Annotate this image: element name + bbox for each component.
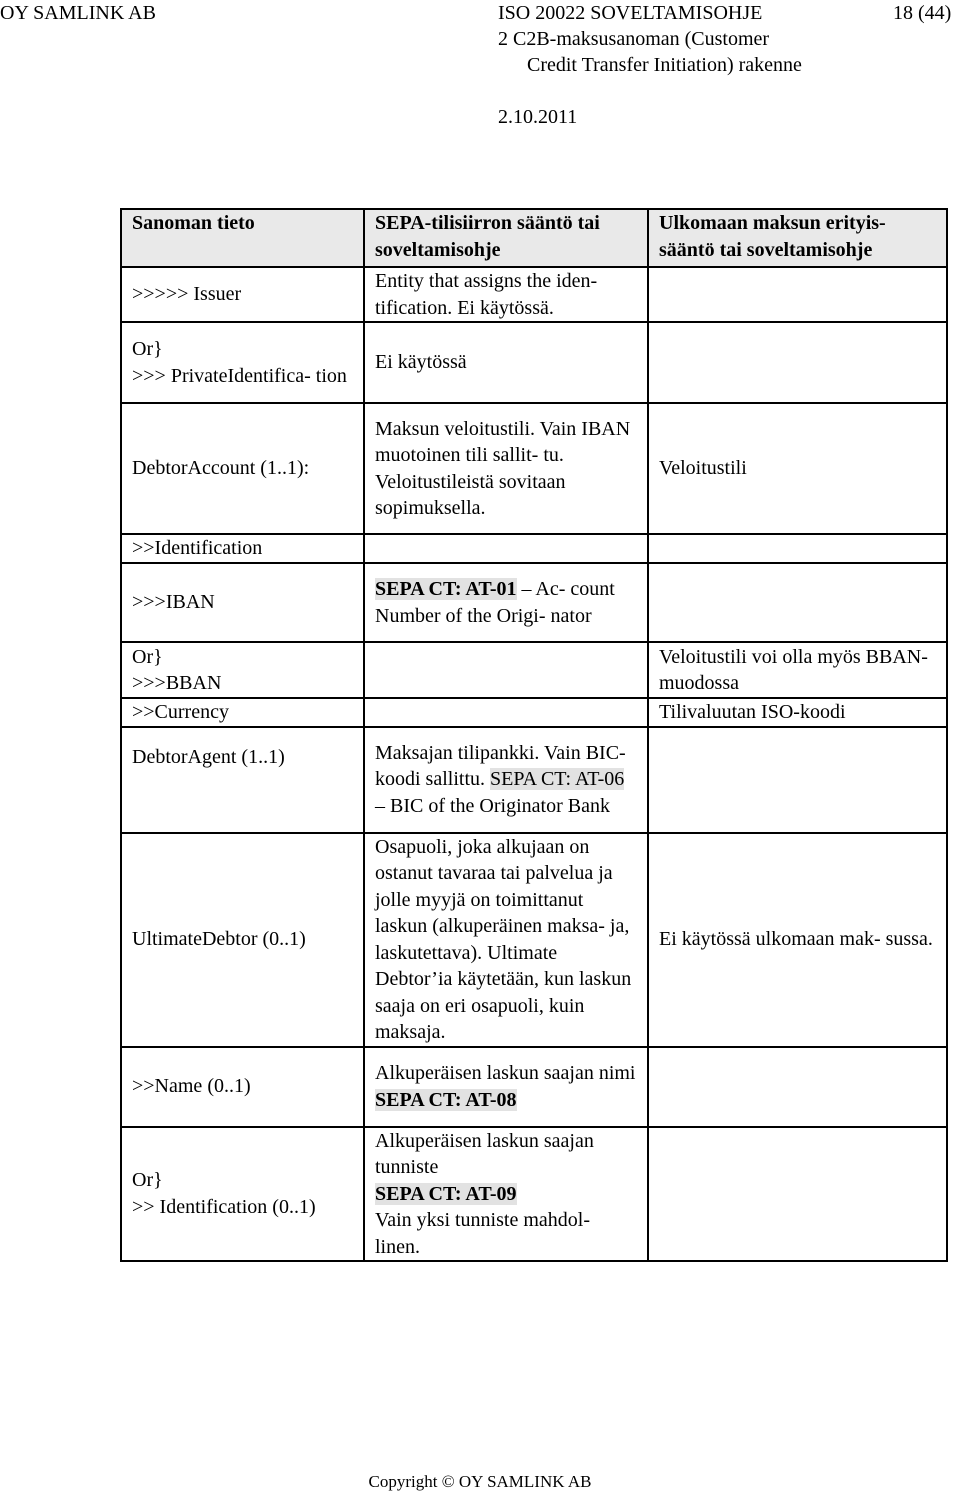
field-name [121,322,364,403]
sepa-code: SEPA CT: AT-01 [375,578,517,600]
field-name: DebtorAgent (1..1) [121,727,364,833]
or-label: Or} [132,1169,163,1192]
company-name: OY SAMLINK AB [0,2,156,24]
foreign-rule [648,534,947,563]
foreign-rule [648,727,947,833]
sepa-rule [364,698,648,727]
message-spec-table [120,208,948,1262]
table-row [121,727,947,833]
sepa-rule [364,642,648,698]
field-name [121,1127,364,1262]
field-name [121,642,364,698]
header-foreign-rule: Ulkomaan maksun erityis- sääntö tai soveltamisohje [648,209,947,267]
sepa-rule [364,1047,648,1127]
field-name: >>Name (0..1) [121,1047,364,1127]
table-row [121,642,947,698]
document-date: 2.10.2011 [498,106,578,128]
sepa-text: Alkuperäisen laskun saajan nimi [375,1062,636,1084]
field-label: >>>BBAN [132,672,222,694]
header-sepa-rule: SEPA-tilisiirron sääntö tai soveltamisohje [364,209,648,267]
table-row [121,1127,947,1262]
section-title-line1: 2 C2B-maksusanoman (Customer [498,28,770,50]
sepa-text: – Ac- count Number of the Origi- nator [375,578,615,627]
page-footer: Copyright © OY SAMLINK AB [368,1472,592,1491]
table-row [121,267,947,322]
sepa-code: SEPA CT: AT-08 [375,1088,517,1111]
section-title-line2: Credit Transfer Initiation) rakenne [527,54,802,76]
sepa-rule: Entity that assigns the iden- tification. Ei käytössä. [364,267,648,322]
table-row [121,322,947,403]
sepa-rule [364,727,648,833]
sepa-rule [364,563,648,642]
table-row [121,534,947,563]
sepa-rule: Maksun veloitustili. Vain IBAN muotoinen tili sallit- tu. Veloitustileistä sovitaan sopimuksella. [364,403,648,534]
or-label: Or} [132,645,163,668]
table-row [121,563,947,642]
foreign-rule [648,1047,947,1127]
document-title: ISO 20022 SOVELTAMISOHJE [498,2,763,24]
foreign-rule: Veloitustili voi olla myös BBAN-muodossa [648,642,947,698]
page-number: 18 (44) [893,2,952,24]
field-label: >> Identification (0..1) [132,1195,316,1218]
sepa-text: Maksajan tilipankki. Vain BIC-koodi sallittu. [375,741,626,791]
field-name: DebtorAccount (1..1): [121,403,364,534]
header-message-field: Sanoman tieto [121,209,364,267]
field-name: >>>>> Issuer [121,267,364,322]
foreign-rule [648,267,947,322]
sepa-text: Alkuperäisen laskun saajan tunniste [375,1129,594,1178]
table-row [121,698,947,727]
table-row [121,1047,947,1127]
table-header-row [121,209,947,267]
field-label: >>> PrivateIdentifica- tion [132,364,347,387]
sepa-text: – BIC of the Originator Bank [375,794,610,817]
table-row [121,403,947,534]
foreign-rule [648,1127,947,1262]
foreign-rule: Ei käytössä ulkomaan mak- sussa. [648,833,947,1047]
page-header [0,0,960,140]
foreign-rule: Tilivaluutan ISO-koodi [648,698,947,727]
sepa-rule: Ei käytössä [364,322,648,403]
foreign-rule [648,563,947,642]
table-row [121,833,947,1047]
field-name: >>>IBAN [121,563,364,642]
sepa-code: SEPA CT: AT-06 [490,768,625,791]
sepa-rule [364,1127,648,1262]
sepa-text: Vain yksi tunniste mahdol- linen. [375,1209,590,1258]
or-label: Or} [132,338,163,360]
field-name: UltimateDebtor (0..1) [121,833,364,1047]
sepa-rule: Osapuoli, joka alkujaan on ostanut tavaraa tai palvelua ja jolle myyjä on toimittanut laskun (alkuperäinen maksa- ja, laskutettava). Ultimate Debtor’ia käytetään, kun laskun saaja on eri osapuoli, kuin maksaja. [364,833,648,1047]
field-name: >>Identification [121,534,364,563]
field-name: >>Currency [121,698,364,727]
foreign-rule: Veloitustili [648,403,947,534]
sepa-rule [364,534,648,563]
sepa-code: SEPA CT: AT-09 [375,1182,517,1205]
foreign-rule [648,322,947,403]
